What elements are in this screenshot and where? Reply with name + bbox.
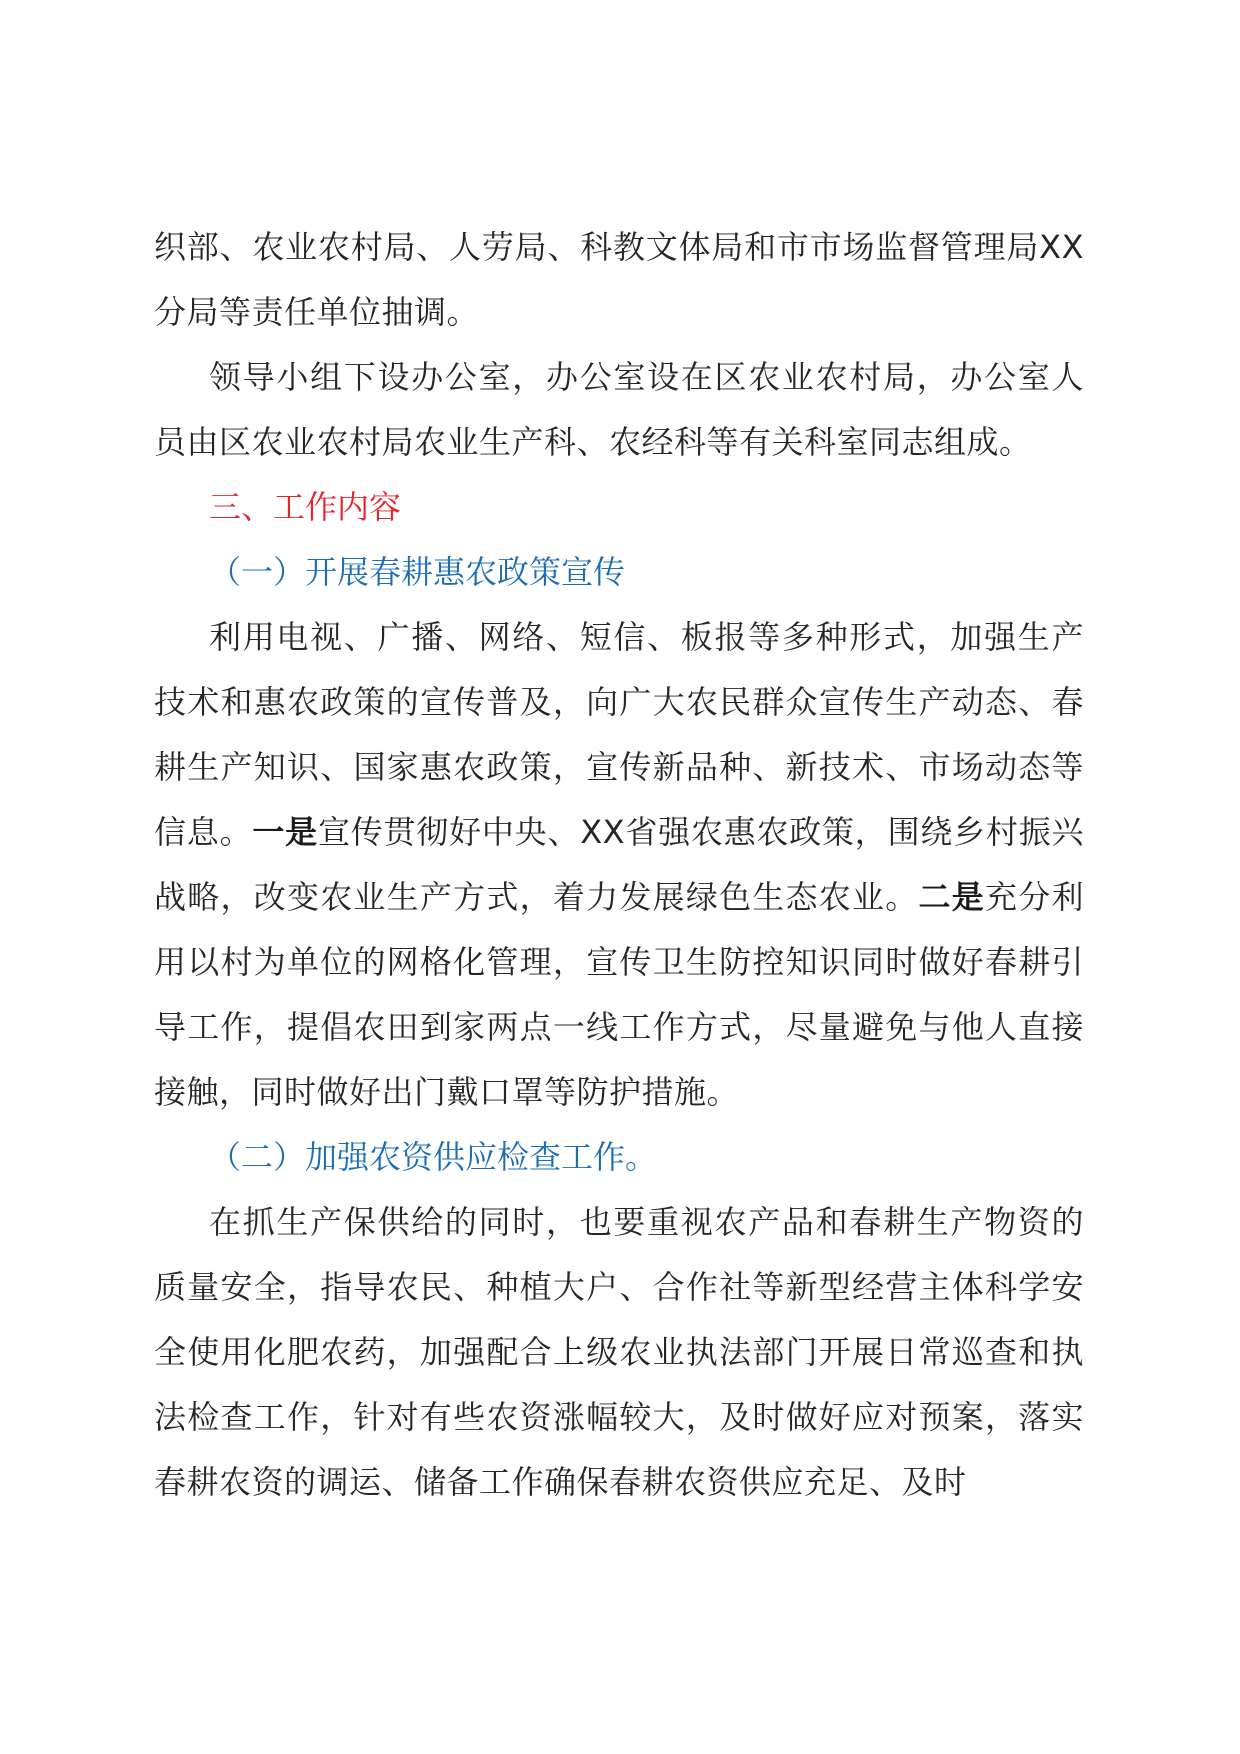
paragraph-policy-publicity	[154, 605, 1084, 1125]
paragraph-supply-inspection: 在抓生产保供给的同时，也要重视农产品和春耕生产物资的质量安全，指导农民、种植大户、合作社等新型经营主体科学安全使用化肥农药，加强配合上级农业执法部门开展日常巡查和执法检查工作，针对有些农资涨幅较大，及时做好应对预案，落实春耕农资的调运、储备工作确保春耕农资供应充足、及时	[154, 1203, 1084, 1501]
section-heading-work-content: 三、工作内容	[209, 488, 402, 526]
paragraph-policy-publicity-second: 充分利用以村为单位的网格化管理，宣传卫生防控知识同时做好春耕引导工作，提倡农田到家两点一线工作方式，尽量避免与他人直接接触，同时做好出门戴口罩等防护措施。	[154, 878, 1084, 1111]
paragraph-office: 领导小组下设办公室，办公室设在区农业农村局，办公室人员由区农业农村局农业生产科、农经科等有关科室同志组成。	[154, 358, 1084, 461]
bold-marker-second: 二是	[918, 878, 985, 916]
paragraph-policy-publicity-first: 宣传贯彻好中央、XX省强农惠农政策，围绕乡村振兴战略，改变农业生产方式，着力发展绿色生态农业。	[154, 813, 1084, 916]
paragraph-continuation: 织部、农业农村局、人劳局、科教文体局和市市场监督管理局XX分局等责任单位抽调。	[154, 228, 1084, 331]
subsection-heading-policy-publicity: （一）开展春耕惠农政策宣传	[209, 553, 626, 591]
paragraph-policy-publicity-intro: 利用电视、广播、网络、短信、板报等多种形式，加强生产技术和惠农政策的宣传普及，向广大农民群众宣传生产动态、春耕生产知识、国家惠农政策，宣传新品种、新技术、市场动态等信息。	[154, 618, 1084, 851]
bold-marker-first: 一是	[252, 813, 318, 851]
subsection-heading-supply-inspection: （二）加强农资供应检查工作。	[209, 1138, 658, 1176]
document-body	[154, 215, 1084, 1515]
